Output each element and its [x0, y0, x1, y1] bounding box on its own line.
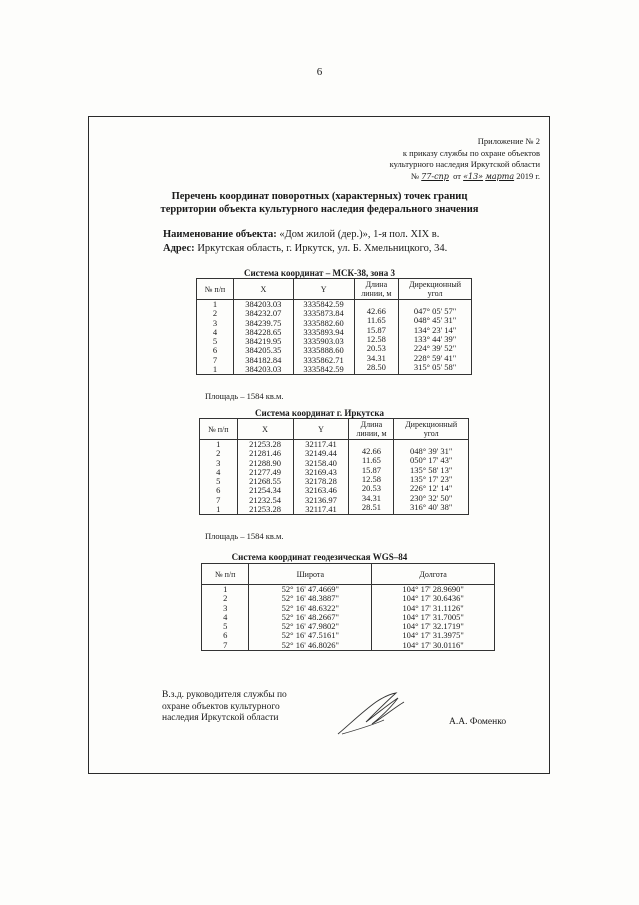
- table-cell: 3335873.84: [303, 308, 344, 319]
- appendix-line2: к приказу службы по охране объектов: [402, 147, 540, 158]
- table-cell: 1: [216, 439, 221, 449]
- table-cell: 5: [212, 336, 218, 347]
- table-cell: 15.87: [361, 464, 381, 475]
- table-cell: 224° 39' 52": [413, 343, 457, 354]
- signer-name: А.А. Фоменко: [449, 717, 507, 727]
- msk-header-y: Y: [293, 279, 354, 300]
- order-day-handwritten: «13»: [463, 171, 484, 181]
- table-cell: 21277.49: [249, 466, 281, 477]
- table-cell: 11.65: [362, 455, 381, 466]
- table-cell: 52° 16' 48.3887": [281, 593, 339, 604]
- table-cell: 133° 44' 39": [413, 334, 457, 345]
- table-cell: 32117.41: [305, 439, 337, 449]
- table-cell: 21268.55: [249, 476, 281, 487]
- table-cell: 050° 17' 43": [409, 455, 453, 466]
- table-cell: 315° 05' 58": [413, 361, 457, 372]
- table-cell: 135° 17' 23": [409, 474, 453, 485]
- table-cell: 3335842.59: [303, 299, 344, 309]
- table-cell: 20.53: [366, 343, 386, 354]
- table-cell: 42.66: [366, 306, 386, 317]
- table-cell: 7: [212, 354, 218, 365]
- table-cell: 32136.97: [305, 494, 337, 505]
- table-cell: 20.53: [361, 483, 381, 494]
- table-cell: 226° 12' 14": [409, 483, 453, 494]
- table-cell: 048° 45' 31": [413, 315, 457, 326]
- table-cell: 104° 17' 28.9690": [402, 584, 464, 594]
- msk-header-row: [197, 279, 472, 300]
- table-cell: 5: [216, 476, 221, 487]
- table-cell: 3: [212, 317, 218, 328]
- table-cell: 52° 16' 47.9802": [281, 621, 339, 632]
- table-cell: 32169.43: [305, 466, 337, 477]
- wgs-coordinates-table: [201, 563, 495, 651]
- irk-table-title: Система координат г. Иркутска: [255, 408, 384, 418]
- order-number-handwritten: 77-спр: [421, 171, 449, 181]
- table-cell: 21253.28: [249, 439, 281, 449]
- table-cell: 104° 17' 31.1126": [402, 602, 464, 613]
- signer-position: [162, 690, 287, 725]
- table-cell: 12.58: [366, 334, 386, 345]
- irk-header-y: Y: [293, 419, 349, 440]
- wgs-table-title: Система координат геодезическая WGS–84: [231, 552, 408, 562]
- msk-header-num: № п/п: [197, 279, 234, 300]
- table-cell: 21281.46: [249, 448, 281, 459]
- appendix-line3: культурного наследия Иркутской области: [389, 159, 540, 169]
- table-cell: 42.66: [361, 446, 381, 457]
- table-cell: 384239.75: [245, 317, 282, 328]
- table-cell: 384203.03: [245, 364, 282, 375]
- table-cell: 104° 17' 30.0116": [402, 639, 464, 650]
- object-info: [163, 228, 447, 255]
- wgs-body-row: [202, 585, 495, 651]
- table-cell: 1: [216, 504, 221, 515]
- table-cell: 7: [216, 494, 221, 505]
- table-cell: 3335903.03: [303, 336, 344, 347]
- wgs-header-num: № п/п: [202, 564, 249, 585]
- handwritten-signature-icon: [332, 690, 412, 740]
- object-name-label: Наименование объекта:: [163, 229, 277, 240]
- irk-col-x: [237, 440, 293, 515]
- table-cell: 11.65: [366, 315, 386, 326]
- table-cell: 384219.95: [245, 336, 282, 347]
- table-cell: 21232.54: [249, 494, 281, 505]
- appendix-header: [390, 136, 540, 182]
- title-line1: Перечень координат поворотных (характерных) точек границ: [171, 191, 468, 202]
- table-cell: 048° 39' 31": [409, 446, 453, 457]
- table-cell: 1: [223, 584, 228, 594]
- irk-coordinates-table: [199, 418, 469, 515]
- table-cell: 3335842.59: [303, 364, 344, 375]
- order-month-handwritten: марта: [485, 171, 515, 181]
- msk-col-angle: [399, 300, 472, 375]
- table-cell: 3335888.60: [303, 345, 344, 356]
- msk-col-y: [293, 300, 354, 375]
- table-cell: 32158.40: [305, 457, 337, 468]
- wgs-col-num: [202, 585, 249, 651]
- msk-table-title: Система координат – МСК-38, зона 3: [244, 268, 395, 278]
- irk-header-angle: Дирекционный угол: [394, 419, 469, 440]
- table-cell: 3335893.94: [303, 326, 344, 337]
- table-cell: 1: [212, 299, 218, 309]
- object-name-value: «Дом жилой (дер.)», 1-я пол. XIX в.: [279, 229, 440, 240]
- table-cell: 047° 05' 57": [413, 306, 457, 317]
- table-cell: 3: [223, 602, 228, 613]
- irk-header-x: X: [237, 419, 293, 440]
- table-cell: 52° 16' 48.6322": [281, 602, 339, 613]
- table-cell: 34.31: [366, 352, 386, 363]
- object-address-value: Иркутская область, г. Иркутск, ул. Б. Хмельницкого, 34.: [197, 242, 448, 254]
- irk-col-length: [349, 440, 394, 515]
- table-cell: 15.87: [366, 324, 386, 335]
- table-cell: 32163.46: [305, 485, 337, 496]
- wgs-header-latitude: Широта: [249, 564, 372, 585]
- table-cell: 52° 16' 47.4669": [281, 584, 339, 594]
- table-cell: 4: [212, 326, 218, 337]
- table-cell: 34.31: [361, 492, 381, 503]
- table-cell: 21253.28: [249, 504, 281, 515]
- irk-body-row: [200, 440, 469, 515]
- irk-header-num: № п/п: [200, 419, 238, 440]
- table-cell: 32117.41: [305, 504, 337, 515]
- table-cell: 52° 16' 48.2667": [281, 611, 339, 622]
- msk-col-length: [354, 300, 399, 375]
- table-cell: 2: [212, 308, 218, 319]
- object-address-row: [163, 242, 447, 256]
- msk-header-length: Длина линии, м: [354, 279, 399, 300]
- msk-col-x: [234, 300, 294, 375]
- order-reference: [390, 171, 540, 183]
- table-cell: 2: [216, 448, 221, 459]
- table-cell: 32178.28: [305, 476, 337, 487]
- table-cell: 21254.34: [249, 485, 281, 496]
- msk-area: Площадь – 1584 кв.м.: [205, 391, 284, 401]
- wgs-col-longitude: [372, 585, 495, 651]
- order-year: 2019 г.: [516, 170, 540, 181]
- table-cell: 230° 32' 50": [409, 492, 453, 503]
- msk-body-row: [197, 300, 472, 375]
- wgs-header-longitude: Долгота: [372, 564, 495, 585]
- table-cell: 52° 16' 46.8026": [281, 639, 339, 650]
- table-cell: 384205.35: [245, 345, 282, 356]
- document-title: [0, 190, 639, 216]
- wgs-col-latitude: [249, 585, 372, 651]
- irk-header-row: [200, 419, 469, 440]
- table-cell: 28.50: [366, 361, 386, 372]
- table-cell: 384232.07: [245, 308, 282, 319]
- table-cell: 32149.44: [305, 448, 337, 459]
- object-address-label: Адрес:: [163, 242, 195, 254]
- table-cell: 104° 17' 31.3975": [402, 630, 464, 641]
- table-cell: 4: [223, 611, 228, 622]
- table-cell: 134° 23' 14": [413, 324, 457, 335]
- object-name-row: [163, 228, 447, 242]
- msk-header-x: X: [234, 279, 294, 300]
- table-cell: 4: [216, 466, 221, 477]
- table-cell: 6: [216, 485, 221, 496]
- table-cell: 28.51: [361, 501, 381, 512]
- table-cell: 3335862.71: [303, 354, 344, 365]
- table-cell: 5: [223, 621, 228, 632]
- signer-line2: охране объектов культурного: [162, 701, 280, 712]
- table-cell: 2: [223, 593, 228, 604]
- irk-area: Площадь – 1584 кв.м.: [205, 531, 284, 541]
- signer-line1: В.з.д. руководителя службы по: [162, 690, 287, 700]
- table-cell: 3: [216, 457, 221, 468]
- table-cell: 1: [212, 364, 218, 375]
- irk-col-num: [200, 440, 238, 515]
- title-line2: территории объекта культурного наследия федерального значения: [160, 204, 479, 215]
- table-cell: 316° 40' 38": [409, 501, 453, 512]
- table-cell: 135° 58' 13": [409, 464, 453, 475]
- table-cell: 228° 59' 41": [413, 352, 457, 363]
- irk-header-length: Длина линии, м: [349, 419, 394, 440]
- table-cell: 3335882.60: [303, 317, 344, 328]
- table-cell: 104° 17' 31.7005": [402, 611, 464, 622]
- table-cell: 21288.90: [249, 457, 281, 468]
- table-cell: 52° 16' 47.5161": [281, 630, 339, 641]
- appendix-line1: Приложение № 2: [477, 136, 540, 146]
- table-cell: 384228.65: [245, 326, 282, 337]
- table-cell: 384182.84: [245, 354, 282, 365]
- table-cell: 12.58: [361, 474, 381, 485]
- order-from: от: [453, 170, 461, 181]
- table-cell: 104° 17' 30.6436": [402, 593, 464, 604]
- order-no-prefix: №: [410, 170, 420, 181]
- msk-coordinates-table: [196, 278, 472, 375]
- msk-col-num: [197, 300, 234, 375]
- page-number: 6: [316, 66, 323, 78]
- irk-col-angle: [394, 440, 469, 515]
- wgs-header-row: [202, 564, 495, 585]
- table-cell: 104° 17' 32.1719": [402, 621, 464, 632]
- irk-col-y: [293, 440, 349, 515]
- table-cell: 384203.03: [245, 299, 282, 309]
- table-cell: 6: [212, 345, 218, 356]
- signer-line3: наследия Иркутской области: [162, 713, 279, 723]
- table-cell: 7: [223, 639, 228, 650]
- table-cell: 6: [223, 630, 228, 641]
- msk-header-angle: Дирекционный угол: [399, 279, 472, 300]
